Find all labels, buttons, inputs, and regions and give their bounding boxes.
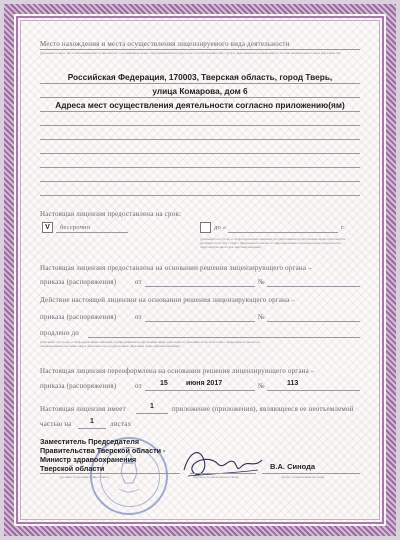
place-underline: [40, 49, 360, 50]
signatory-title-underline: [40, 473, 180, 474]
granted-from-label: от: [135, 278, 142, 286]
signatory-title-1: Заместитель Председателя: [40, 437, 140, 446]
address-underline-1: [40, 83, 360, 84]
signature-underline: [190, 473, 256, 474]
reissued-date-underline: [145, 390, 255, 391]
address-underline-2: [40, 97, 360, 98]
blank-line-1: [40, 125, 360, 126]
extended-until-underline: [88, 337, 360, 338]
appendix-count-underline: [136, 413, 168, 414]
reissued-number: 113: [287, 380, 299, 387]
blank-line-2: [40, 139, 360, 140]
indefinite-label: бессрочно: [60, 224, 91, 231]
extended-from-label: от: [135, 313, 142, 321]
signatory-title-4: Тверской области: [40, 464, 105, 473]
until-hint: (указывается в случае, если федеральными законами, регулирующими осуществление видов деятельности, указанных в части 4 статьи 1 Федерального закона «О лицензировании отдельных видов деятельности», предусмотрен иной срок действия лицензии): [200, 237, 346, 249]
blank-line-5: [40, 181, 360, 182]
address-line-2: улица Комарова, дом 6: [152, 86, 248, 96]
extended-number-label: №: [258, 313, 265, 321]
granted-date-underline: [145, 286, 255, 287]
reissued-number-underline: [267, 390, 360, 391]
signature-hint: (подпись уполномоченного лица): [193, 475, 239, 479]
until-label: до «: [214, 224, 227, 231]
signatory-name-hint: (ф.и.о. уполномоченного лица): [282, 475, 324, 479]
until-date-underline: [228, 232, 338, 233]
term-label: Настоящая лицензия предоставлена на срок:: [40, 210, 182, 218]
granted-number-underline: [267, 286, 360, 287]
extended-until-label: продлено до: [40, 329, 79, 337]
signatory-title-3: Министр здравоохранения: [40, 455, 137, 464]
extended-hint: (заполняется в случае, если федеральными законами, регулирующими осуществление видов деятельности, указанных в части 4 статьи 1 Федерального закона «О лицензировании отдельных видов деятельности», предусмотрено продление срока действия лицензии): [40, 340, 260, 348]
granted-number-label: №: [258, 278, 265, 286]
reissued-label: Настоящая лицензия переоформлена на основании решения лицензирующего органа –: [40, 367, 315, 375]
granted-label: Настоящая лицензия предоставлена на основании решения лицензирующего органа –: [40, 264, 312, 272]
reissued-number-label: №: [258, 382, 265, 390]
signatory-title-2: Правительства Тверской области -: [40, 446, 166, 455]
place-hint: (указывается адрес места нахождения (место жительства – для индивидуального предпринимателя) и адреса мест осуществления работ (услуг), выполняемых (оказываемых) в составе лицензируемого вида деятельности): [40, 51, 341, 55]
address-line-1: Российская Федерация, 170003, Тверская область, город Тверь,: [67, 72, 333, 82]
until-checkbox: [200, 222, 211, 233]
appendix-sheets: 1: [90, 418, 94, 425]
signatory-name-underline: [262, 473, 360, 474]
blank-line-4: [40, 167, 360, 168]
extended-date-underline: [145, 321, 255, 322]
indefinite-underline: [56, 232, 128, 233]
extended-number-underline: [267, 321, 360, 322]
address-line-3: Адреса мест осуществления деятельности согласно приложению(ям): [55, 100, 345, 110]
signatory-title-hint: (должность уполномоченного лица): [60, 475, 109, 479]
reissued-day: 15: [160, 380, 168, 387]
address-underline-3: [40, 111, 360, 112]
extended-order-label: приказа (распоряжения): [40, 313, 117, 321]
signatory-name: В.А. Синода: [270, 462, 316, 471]
appendix-prefix: Настоящая лицензия имеет: [40, 405, 126, 413]
appendix-sheets-underline: [78, 428, 106, 429]
appendix-sheets-suffix: листах: [110, 420, 132, 428]
indefinite-checkbox: V: [42, 222, 53, 233]
granted-order-label: приказа (распоряжения): [40, 278, 117, 286]
reissued-order-label: приказа (распоряжения): [40, 382, 117, 390]
reissued-from-label: от: [135, 382, 142, 390]
place-label: Место нахождения и места осуществления лицензируемого вида деятельности: [40, 40, 290, 48]
reissued-month-year: июня 2017: [186, 380, 223, 387]
blank-line-3: [40, 153, 360, 154]
appendix-count: 1: [150, 403, 154, 410]
until-year-suffix: г.: [341, 224, 345, 231]
extended-label: Действие настоящей лицензии на основании решения лицензирующего органа –: [40, 296, 296, 304]
appendix-part-prefix: частью на: [40, 420, 72, 428]
blank-line-6: [40, 195, 360, 196]
appendix-suffix: приложение (приложения), являющееся ее неотъемлемой: [172, 405, 354, 413]
